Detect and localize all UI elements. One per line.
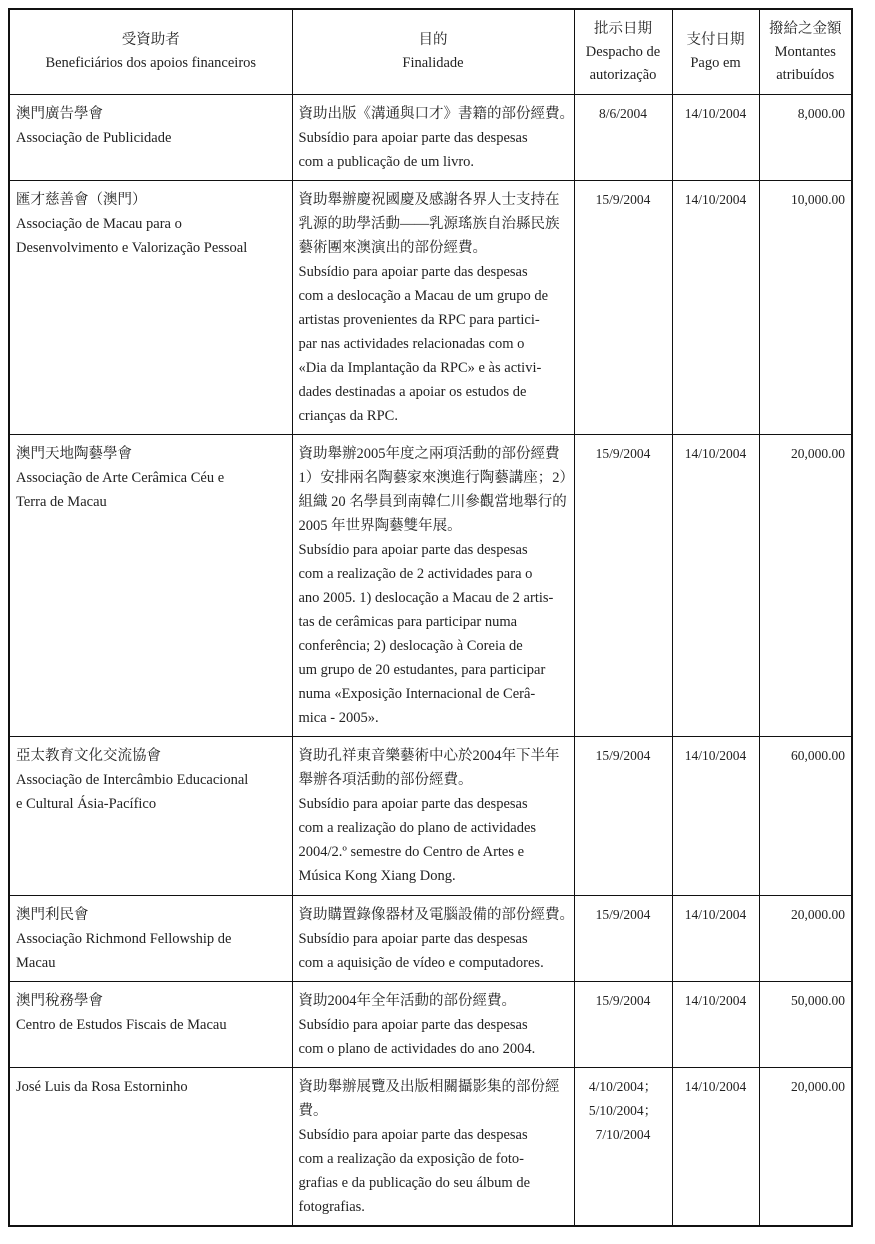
purpose-cell-line: artistas provenientes da RPC para partici- [298,312,540,328]
beneficiary-cell [9,896,292,982]
purpose-cell-line: conferência; 2) deslocação à Coreia de [298,638,523,654]
beneficiary-cell-line: 亞太教育文化交流協會 [16,748,161,764]
amount-cell: 20,000.00 [759,1068,852,1226]
purpose-cell-line: 2004/2.º semestre do Centro de Artes e [298,844,525,860]
authorization-date-cell [574,737,672,896]
paid-date-cell: 14/10/2004 [672,982,759,1068]
beneficiary-cell [9,435,292,737]
purpose-cell-line: Subsídio para apoiar parte das despesas [298,931,528,947]
purpose-cell-line: com a realização de 2 actividades para o [298,566,533,582]
authorization-date-cell [574,435,672,737]
amount-cell: 20,000.00 [759,435,852,737]
purpose-cell [292,896,574,982]
table-body [9,95,852,1226]
paid-date-cell: 14/10/2004 [672,181,759,435]
table-row [9,1068,852,1226]
amount-cell: 10,000.00 [759,181,852,435]
purpose-cell [292,181,574,435]
beneficiary-cell-line: Associação de Macau para o [16,216,182,232]
beneficiary-cell-line: 澳門稅務學會 [16,993,103,1009]
beneficiary-cell [9,1068,292,1226]
header-amount [759,9,852,95]
purpose-cell-line: ano 2005. 1) deslocação a Macau de 2 artis- [298,590,554,606]
purpose-cell-line: grafias e da publicação do seu álbum de [298,1175,531,1191]
header-beneficiary [9,9,292,95]
header-amount-pt1: Montantes [774,43,836,60]
purpose-cell-line: Subsídio para apoiar parte das despesas [298,130,528,146]
authorization-date-cell-line: 15/9/2004 [595,446,651,461]
purpose-cell-line: com a realização do plano de actividades [298,820,537,836]
beneficiary-cell-line: 匯才慈善會（澳門） [16,192,147,208]
purpose-cell-line: 舉辦各項活動的部份經費。 [298,772,473,788]
header-authorization-date [574,9,672,95]
authorization-date-cell [574,1068,672,1226]
authorization-date-cell-line: 15/9/2004 [595,192,651,207]
table-row [9,982,852,1068]
purpose-cell-line: dades destinadas a apoiar os estudos de [298,384,527,400]
authorization-date-cell-line: 15/9/2004 [595,748,651,763]
authorization-date-cell-line: 7/10/2004 [595,1127,651,1142]
purpose-cell-line: numa «Exposição Internacional de Cerâ- [298,686,536,702]
purpose-cell-line: par nas actividades relacionadas com o [298,336,525,352]
header-purpose-zh: 目的 [418,32,448,48]
header-purpose [292,9,574,95]
table-row [9,737,852,896]
purpose-cell-line: 2005 年世界陶藝雙年展。 [298,518,462,534]
beneficiary-cell-line: José Luis da Rosa Estorninho [16,1079,188,1095]
beneficiary-cell-line: Centro de Estudos Fiscais de Macau [16,1017,227,1033]
beneficiary-cell [9,982,292,1068]
purpose-cell-line: com a publicação de um livro. [298,154,475,170]
header-paid-pt: Pago em [690,55,741,71]
paid-date-cell: 14/10/2004 [672,1068,759,1226]
header-amount-pt2: atribuídos [776,66,835,83]
beneficiary-cell-line: 澳門利民會 [16,907,89,923]
header-auth-pt1: Despacho de [585,43,661,60]
beneficiary-cell-line: 澳門天地陶藝學會 [16,446,132,462]
header-purpose-pt: Finalidade [402,55,464,71]
purpose-cell-line: 費。 [298,1103,328,1119]
header-beneficiary-zh: 受資助者 [121,32,180,48]
purpose-cell-line: Música Kong Xiang Dong. [298,868,456,884]
purpose-cell-line: com a realização da exposição de foto- [298,1151,524,1167]
purpose-cell-line: 資助舉辦展覽及出版相關攝影集的部份經 [298,1079,560,1095]
beneficiary-cell-line: Terra de Macau [16,494,107,510]
purpose-cell [292,435,574,737]
beneficiary-cell-line: Associação de Intercâmbio Educacional [16,772,249,788]
purpose-cell-line: Subsídio para apoiar parte das despesas [298,1127,528,1143]
header-auth-pt2: autorização [589,66,657,83]
authorization-date-cell [574,95,672,181]
purpose-cell-line: 資助舉辦慶祝國慶及感謝各界人士支持在 [298,192,560,208]
purpose-cell [292,982,574,1068]
paid-date-cell: 14/10/2004 [672,435,759,737]
beneficiary-cell-line: 澳門廣告學會 [16,106,103,122]
authorization-date-cell-line: 8/6/2004 [598,106,647,121]
authorization-date-cell [574,896,672,982]
purpose-cell-line: Subsídio para apoiar parte das despesas [298,1017,528,1033]
beneficiary-cell-line: e Cultural Ásia-Pacífico [16,796,157,812]
purpose-cell-line: 乳源的助學活動——乳源瑤族自治縣民族 [298,216,560,232]
paid-date-cell: 14/10/2004 [672,737,759,896]
amount-cell: 8,000.00 [759,95,852,181]
table-row [9,95,852,181]
amount-cell: 50,000.00 [759,982,852,1068]
purpose-cell-line: 資助2004年全年活動的部份經費。 [298,993,516,1009]
amount-cell: 60,000.00 [759,737,852,896]
beneficiary-cell-line: Associação de Publicidade [16,130,172,146]
header-paid-zh: 支付日期 [686,32,745,48]
authorization-date-cell [574,982,672,1068]
amount-cell: 20,000.00 [759,896,852,982]
beneficiary-cell-line: Associação de Arte Cerâmica Céu e [16,470,225,486]
purpose-cell-line: com a deslocação a Macau de um grupo de [298,288,549,304]
purpose-cell-line: 組織 20 名學員到南韓仁川參觀當地舉行的 [298,494,567,510]
purpose-cell-line: 資助購置錄像器材及電腦設備的部份經費。 [298,907,574,923]
table-row [9,896,852,982]
header-paid-date [672,9,759,95]
authorization-date-cell-line: 4/10/2004； [588,1079,658,1094]
table-header-row [9,9,852,95]
authorization-date-cell-line: 15/9/2004 [595,993,651,1008]
purpose-cell-line: 資助孔祥東音樂藝術中心於2004年下半年 [298,748,560,764]
purpose-cell-line: Subsídio para apoiar parte das despesas [298,796,528,812]
purpose-cell-line: 1）安排兩名陶藝家來澳進行陶藝講座；2） [298,470,574,486]
header-beneficiary-pt: Beneficiários dos apoios financeiros [45,55,257,71]
purpose-cell-line: tas de cerâmicas para participar numa [298,614,518,630]
header-auth-zh: 批示日期 [594,20,652,37]
beneficiary-cell [9,737,292,896]
purpose-cell-line: com a aquisição de vídeo e computadores. [298,955,544,971]
table-row [9,435,852,737]
paid-date-cell: 14/10/2004 [672,896,759,982]
purpose-cell-line: um grupo de 20 estudantes, para participar [298,662,546,678]
authorization-date-cell-line: 5/10/2004； [588,1103,658,1118]
header-amount-zh: 撥給之金額 [769,20,842,37]
purpose-cell-line: Subsídio para apoiar parte das despesas [298,542,528,558]
purpose-cell-line: crianças da RPC. [298,408,398,424]
beneficiary-cell-line: Associação Richmond Fellowship de [16,931,232,947]
purpose-cell-line: Subsídio para apoiar parte das despesas [298,264,528,280]
table-row [9,181,852,435]
purpose-cell [292,95,574,181]
purpose-cell-line: fotografias. [298,1199,365,1215]
authorization-date-cell-line: 15/9/2004 [595,907,651,922]
grants-table [8,8,853,1227]
beneficiary-cell-line: Macau [16,955,56,971]
purpose-cell-line: com o plano de actividades do ano 2004. [298,1041,536,1057]
purpose-cell-line: mica - 2005». [298,710,379,726]
purpose-cell [292,737,574,896]
purpose-cell-line: «Dia da Implantação da RPC» e às activi- [298,360,542,376]
beneficiary-cell-line: Desenvolvimento e Valorização Pessoal [16,240,248,256]
beneficiary-cell [9,95,292,181]
beneficiary-cell [9,181,292,435]
purpose-cell-line: 資助出版《溝通與口才》書籍的部份經費。 [298,106,574,122]
paid-date-cell: 14/10/2004 [672,95,759,181]
purpose-cell [292,1068,574,1226]
purpose-cell-line: 資助舉辦2005年度之兩項活動的部份經費 [298,446,560,462]
document-page [8,8,853,1227]
purpose-cell-line: 藝術團來澳演出的部份經費。 [298,240,487,256]
authorization-date-cell [574,181,672,435]
